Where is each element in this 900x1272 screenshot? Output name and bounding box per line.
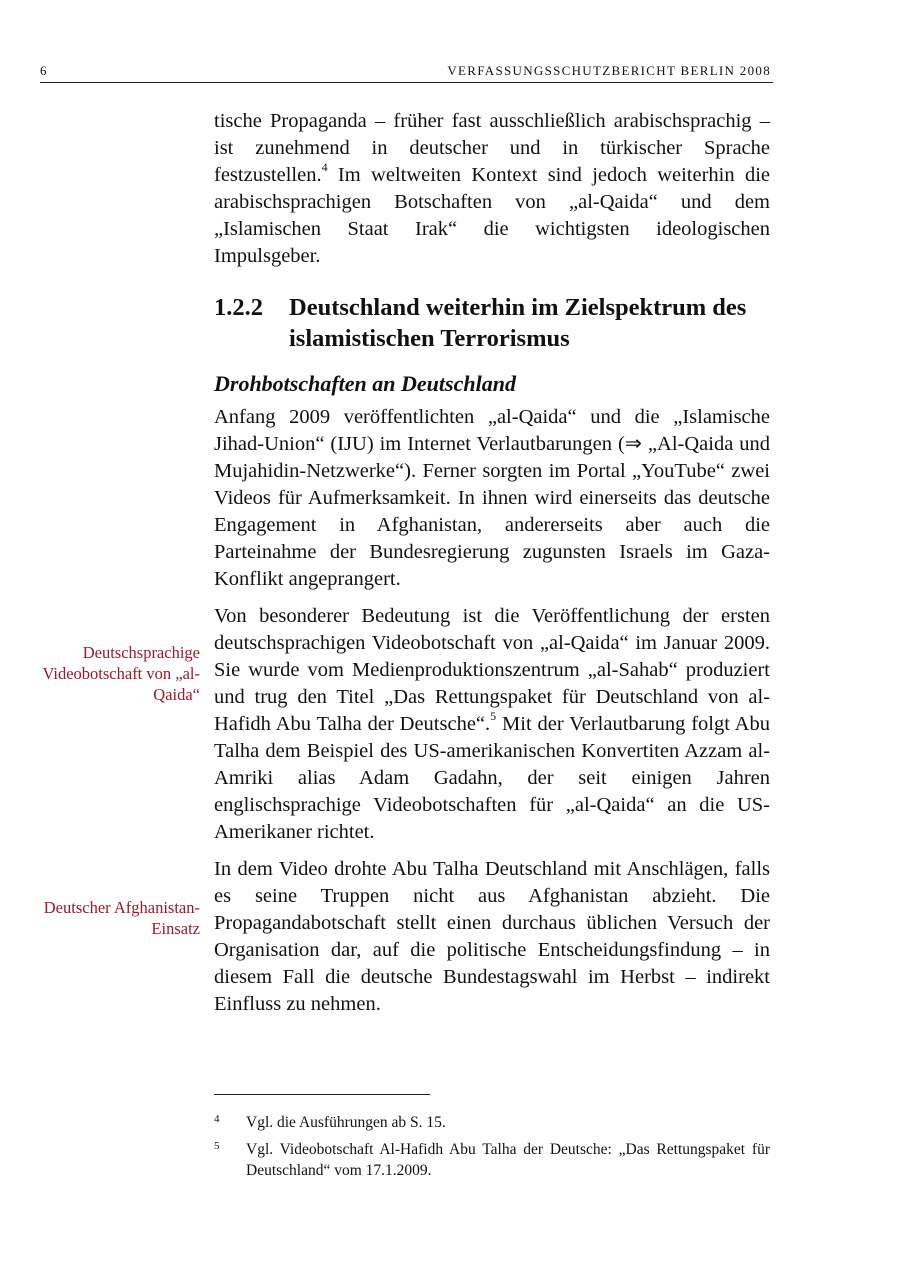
footnote-text: Vgl. Videobotschaft Al-Hafidh Abu Talha der Deutsche: „Das Rettungspaket für Deutschland“ vom 17.1.2009. <box>246 1141 770 1179</box>
margin-note-videobotschaft: Deutschsprachige Videobotschaft von „al-Qaida“ <box>42 643 200 704</box>
footnotes <box>214 1112 770 1187</box>
paragraph-1: Anfang 2009 veröffentlichten „al-Qaida“ und die „Islamische Jihad-Union“ (IJU) im Internet Verlautbarungen (⇒ „Al-Qaida und Mujahidin-Netzwerke“). Ferner sorgten im Portal „YouTube“ zwei Videos für Aufmerksamkeit. In ihnen wird einerseits das deutsche Engagement in Afghanistan, andererseits aber auch die Parteinahme der Bundesregierung zugunsten Israels im Gaza-Konflikt angeprangert. <box>214 406 770 590</box>
footnote-item <box>214 1139 770 1181</box>
footnote-text: Vgl. die Ausführungen ab S. 15. <box>246 1114 446 1131</box>
paragraph-3: In dem Video drohte Abu Talha Deutschland mit Anschlägen, falls es seine Truppen nicht aus Afghanistan abzieht. Die Propagandabotschaft stellt einen durchaus üblichen Versuch der Organisation dar, auf die politische Entscheidungsfindung – in diesem Fall die deutsche Bundestagswahl im Herbst – indirekt Einfluss zu nehmen. <box>214 858 770 1015</box>
footnote-ref-4[interactable]: 4 <box>321 160 328 175</box>
footnote-item <box>214 1112 770 1133</box>
footnote-ref-5[interactable]: 5 <box>490 709 497 724</box>
main-text <box>214 108 770 1028</box>
section-title: Deutschland weiterhin im Zielspektrum des islamistischen Terrorismus <box>289 294 747 352</box>
margin-note-afghanistan: Deutscher Afghanistan-Einsatz <box>43 898 200 938</box>
page-header <box>40 62 773 83</box>
running-title: VERFASSUNGSSCHUTZBERICHT BERLIN 2008 <box>447 63 771 78</box>
paragraph-2: Von besonderer Bedeutung ist die Veröffentlichung der ersten deutschsprachigen Videobotschaft von „al-Qaida“ im Januar 2009. Sie wurde vom Medienproduktionszentrum „al-Sahab“ produziert und trug den Titel „Das Rettungspaket für Deutschland von al-Hafidh Abu Talha der Deutsche“.$^5$ Mit der Verlautbarung folgt Abu Talha dem Beispiel des US-amerikanischen Konvertiten Azzam al-Amriki alias Adam Gadahn, der seit einigen Jahren englischsprachige Videobotschaften für „al-Qaida“ an die US-Amerikaner richtet. <box>214 605 770 843</box>
section-heading <box>214 292 770 354</box>
footnote-divider <box>214 1094 430 1095</box>
intro-paragraph: tische Propaganda – früher fast ausschließlich arabischsprachig – ist zunehmend in deutscher und in türkischer Sprache festzustellen.$^4$ Im weltweiten Kontext sind jedoch weiterhin die arabischsprachigen Botschaften von „al-Qaida“ und dem „Islamischen Staat Irak“ die wichtigsten ideologischen Impulsgeber. <box>214 110 770 267</box>
subheading: Drohbotschaften an Deutschland <box>214 371 516 396</box>
footnote-number: 4 <box>214 1113 220 1125</box>
section-number: 1.2.2 <box>214 294 263 321</box>
page-number: 6 <box>40 63 47 78</box>
footnote-number: 5 <box>214 1140 220 1152</box>
